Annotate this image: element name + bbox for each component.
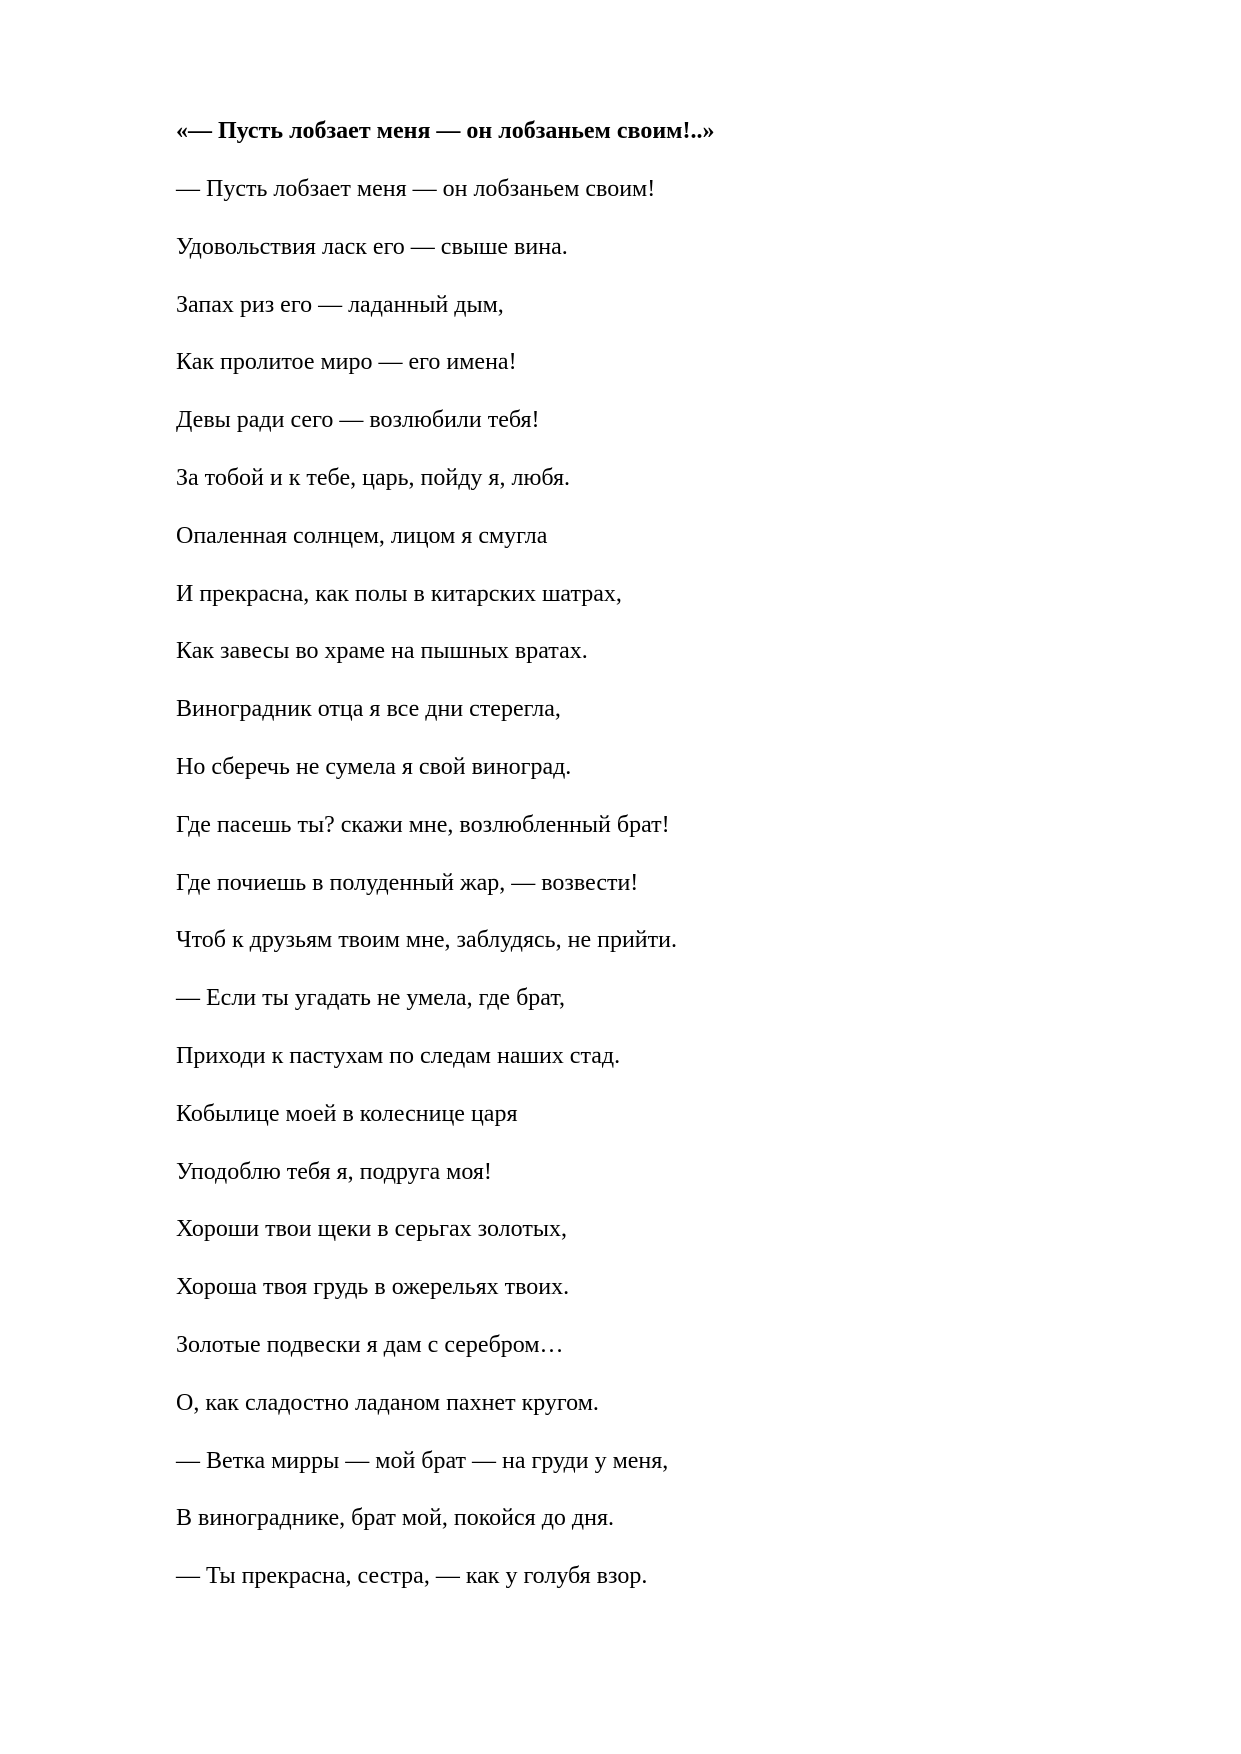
poem-line: Хороши твои щеки в серьгах золотых,	[176, 1216, 567, 1243]
poem-line: Удовольствия ласк его — свыше вина.	[176, 233, 568, 260]
poem-line: Где пасешь ты? скажи мне, возлюбленный брат!	[176, 811, 670, 838]
poem-line: Уподоблю тебя я, подруга моя!	[176, 1158, 492, 1185]
poem-line: Где почиешь в полуденный жар, — возвести!	[176, 869, 639, 896]
poem-line: Кобылице моей в колеснице царя	[176, 1100, 518, 1127]
poem-line: Запах риз его — ладанный дым,	[176, 291, 504, 318]
poem-line: Как пролитое миро — его имена!	[176, 349, 517, 376]
poem-line: И прекрасна, как полы в китарских шатрах,	[176, 580, 622, 607]
poem-line: За тобой и к тебе, царь, пойду я, любя.	[176, 464, 571, 491]
poem-line: Виноградник отца я все дни стерегла,	[176, 696, 561, 723]
poem-line: — Ты прекрасна, сестра, — как у голубя взор.	[176, 1563, 648, 1590]
poem-line: В винограднике, брат мой, покойся до дня.	[176, 1505, 615, 1532]
poem-line: О, как сладостно ладаном пахнет кругом.	[176, 1389, 599, 1416]
poem-line: — Ветка мирры — мой брат — на груди у меня,	[176, 1447, 669, 1474]
poem-line: Девы ради сего — возлюбили тебя!	[176, 407, 540, 434]
poem-line: — Пусть лобзает меня — он лобзаньем своим!	[176, 176, 656, 202]
poem-line: Золотые подвески я дам с серебром…	[176, 1331, 564, 1358]
poem-line: Как завесы во храме на пышных вратах.	[176, 638, 588, 665]
poem-line: Опаленная солнцем, лицом я смугла	[176, 522, 548, 549]
poem-line: Приходи к пастухам по следам наших стад.	[176, 1042, 621, 1069]
poem-line: Чтоб к друзьям твоим мне, заблудясь, не прийти.	[176, 927, 677, 954]
poem-body	[176, 174, 677, 1619]
poem-title: «— Пусть лобзает меня — он лобзаньем своим!..»	[176, 118, 715, 144]
poem-line: Хороша твоя грудь в ожерельях твоих.	[176, 1274, 570, 1301]
poem-line: Но сберечь не сумела я свой виноград.	[176, 753, 572, 780]
poem-line: — Если ты угадать не умела, где брат,	[176, 985, 566, 1012]
